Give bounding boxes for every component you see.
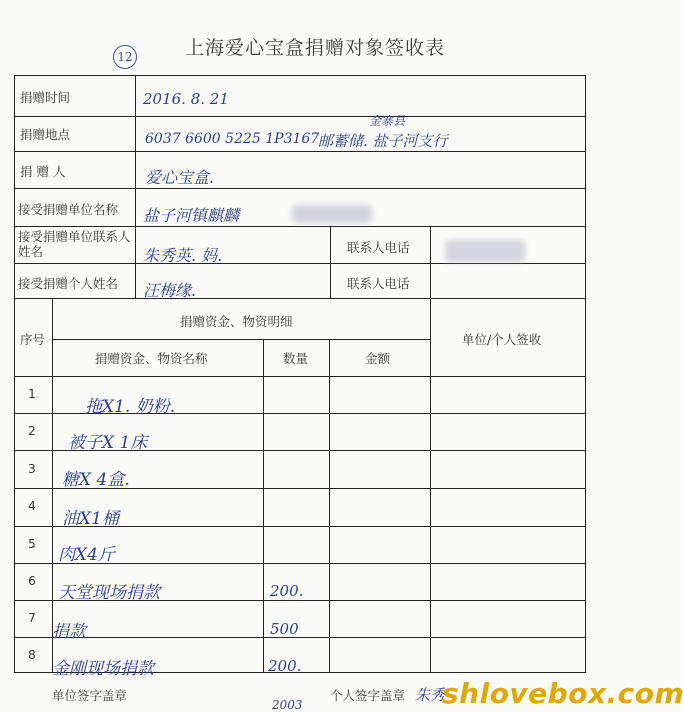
donor-label: 捐 赠 人 xyxy=(20,164,66,179)
row-seq: 8 xyxy=(28,648,36,662)
donation-place-label: 捐赠地点 xyxy=(20,127,71,142)
redacted-area xyxy=(292,205,372,223)
row-seq: 7 xyxy=(28,611,36,625)
site-watermark: shlovebox.com xyxy=(442,677,684,710)
row-item-name: 油X1桶 xyxy=(62,509,119,529)
personal-sign-value: 朱秀 xyxy=(415,686,446,704)
contact-phone-label-2: 联系人电话 xyxy=(347,276,410,291)
donation-time-label: 捐赠时间 xyxy=(20,90,71,105)
row-qty: 500 xyxy=(270,620,299,638)
row-item-name: 拖X1. 奶粉. xyxy=(85,397,176,417)
donation-time-value: 2016. 8. 21 xyxy=(143,90,229,108)
recipient-unit-label: 接受捐赠单位名称 xyxy=(18,202,119,217)
donation-place-value: 6037 6600 5225 1P3167 xyxy=(145,131,320,147)
row-item-name: 肉X4斤 xyxy=(58,545,115,565)
row-qty: 200. xyxy=(270,582,304,600)
row-seq: 3 xyxy=(28,462,36,476)
contact-phone-label: 联系人电话 xyxy=(347,240,410,255)
redacted-phone xyxy=(445,240,525,262)
donation-place-bank: 邮蓄储. 盐子河支行 xyxy=(318,132,448,150)
row-item-name: 被子X 1床 xyxy=(68,433,148,453)
name-header: 捐赠资金、物资名称 xyxy=(95,351,208,366)
amount-header: 金额 xyxy=(365,351,391,366)
individual-name-value: 汪梅缘. xyxy=(143,281,197,300)
row-item-name: 糖X 4盒. xyxy=(62,470,130,490)
unit-contact-label: 接受捐赠单位联系人姓名 xyxy=(18,229,131,259)
page-number-mark: 12 xyxy=(113,45,137,69)
qty-header: 数量 xyxy=(283,351,309,366)
signature-header: 单位/个人签收 xyxy=(462,332,542,347)
row-item-name: 捐款 xyxy=(52,622,86,642)
bottom-partial-number: 2003 xyxy=(272,698,303,712)
row-seq: 6 xyxy=(28,574,36,588)
row-seq: 4 xyxy=(28,499,36,513)
row-item-name: 天堂现场捐款 xyxy=(58,583,160,603)
row-seq: 2 xyxy=(28,424,36,438)
row-item-name: 金刚现场捐款 xyxy=(52,659,154,679)
individual-name-label: 接受捐赠个人姓名 xyxy=(18,276,119,291)
recipient-unit-value: 盐子河镇麒麟 xyxy=(143,206,240,225)
form-title: 上海爱心宝盒捐赠对象签收表 xyxy=(184,37,445,59)
donor-value: 爱心宝盒. xyxy=(145,168,215,187)
donation-place-county: 金寨县 xyxy=(369,114,406,128)
seq-header: 序号 xyxy=(20,332,46,347)
row-qty: 200. xyxy=(268,657,302,675)
unit-sign-label: 单位签字盖章 xyxy=(52,688,128,703)
row-seq: 5 xyxy=(28,537,36,551)
detail-header: 捐赠资金、物资明细 xyxy=(180,314,293,329)
personal-sign-label: 个人签字盖章 xyxy=(330,688,406,703)
unit-contact-value: 朱秀英. 妈. xyxy=(143,246,223,265)
row-seq: 1 xyxy=(28,387,36,401)
